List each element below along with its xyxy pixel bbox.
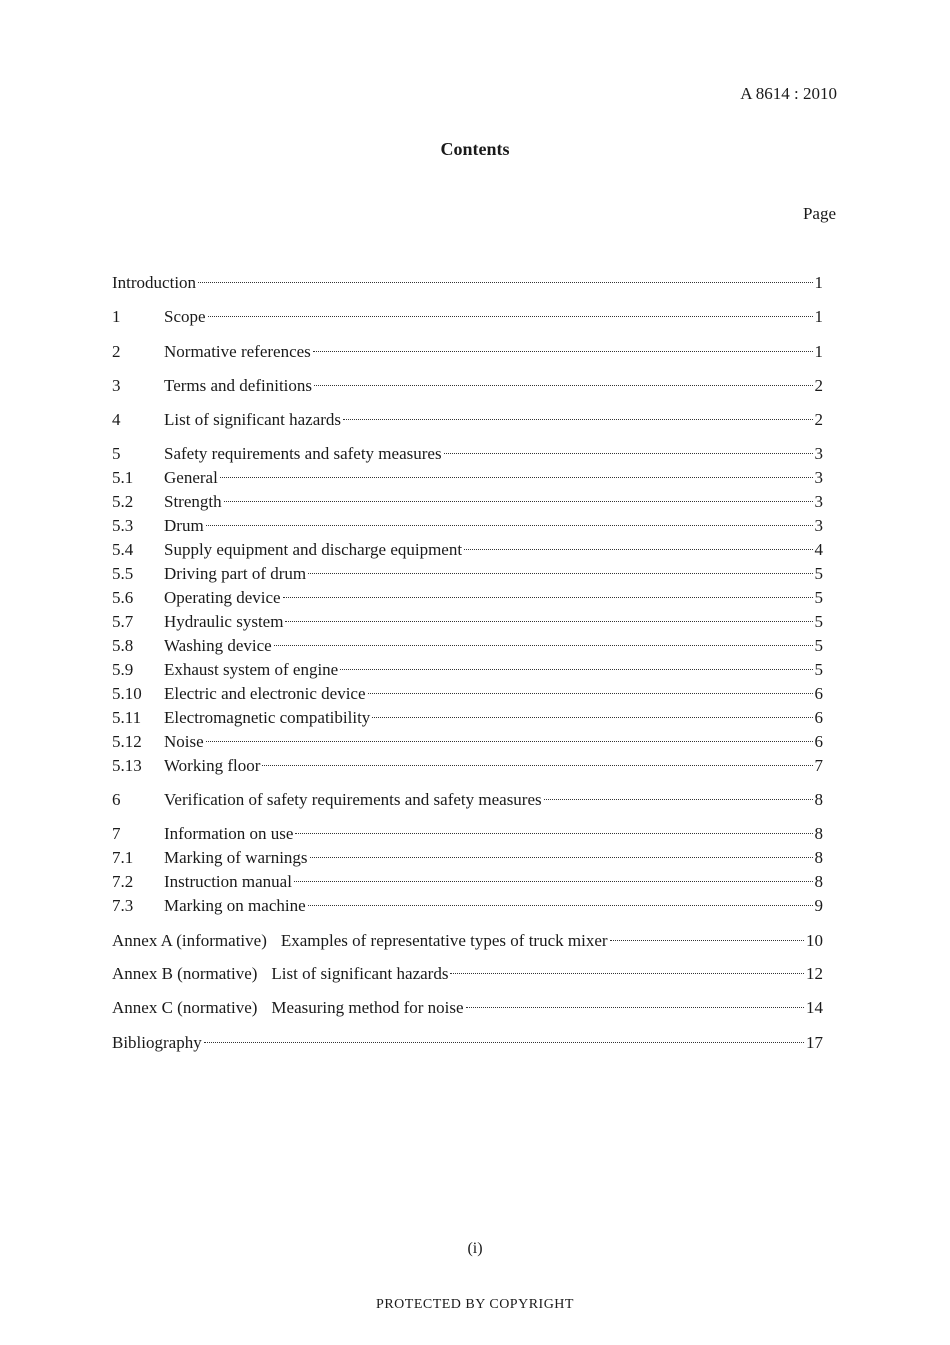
toc-entry-number: 5.8 [112, 636, 134, 655]
toc-entry-page: 1 [814, 342, 823, 361]
toc-entry-label: Normative references [164, 342, 311, 361]
toc-entry-number: 3 [112, 376, 121, 395]
toc-dot-leader [310, 841, 813, 863]
toc-dot-leader [262, 749, 812, 771]
toc-entry-number: 5.6 [112, 588, 134, 607]
toc-entry-page: 17 [806, 1033, 823, 1052]
toc-entry [112, 629, 823, 655]
toc-entry-number: 5.1 [112, 468, 134, 487]
toc-dot-leader [314, 369, 812, 391]
toc-entry-number: Annex A (informative) [112, 931, 267, 950]
toc-entry-number: 6 [112, 790, 121, 809]
toc-entry-number: 5.12 [112, 732, 142, 751]
toc-entry-page: 4 [814, 540, 823, 559]
toc-entry [112, 865, 823, 891]
toc-entry-label: List of significant hazards [271, 964, 449, 983]
toc-entry [112, 437, 823, 463]
toc-entry-page: 5 [814, 636, 823, 655]
toc-dot-leader [450, 957, 804, 979]
toc-entry [112, 701, 823, 727]
toc-entry [112, 335, 823, 361]
toc-entry-number: 4 [112, 410, 121, 429]
toc-entry-label: Washing device [164, 636, 272, 655]
toc-entry-page: 1 [814, 307, 823, 326]
document-id: A 8614 : 2010 [740, 84, 837, 103]
toc-dot-leader [372, 701, 812, 723]
toc-dot-leader [198, 266, 812, 288]
toc-entry [112, 266, 823, 292]
toc-entry-page: 3 [814, 492, 823, 511]
toc-dot-leader [343, 403, 812, 425]
toc-dot-leader [204, 1026, 804, 1048]
toc-dot-leader [206, 725, 813, 747]
toc-entry-number: Annex C (normative) [112, 998, 258, 1017]
toc-entry-label: Terms and definitions [164, 376, 313, 395]
toc-entry-page: 12 [806, 964, 823, 983]
toc-entry-page: 8 [814, 790, 823, 809]
toc-entry-page: 6 [814, 684, 823, 703]
toc-entry-number: 5.5 [112, 564, 134, 583]
toc-entry-label: General [164, 468, 218, 487]
toc-entry-label: Electromagnetic compatibility [164, 708, 371, 727]
toc-entry [112, 725, 823, 751]
toc-dot-leader [295, 817, 812, 839]
toc-entry-label: Noise [164, 732, 204, 751]
toc-entry [112, 677, 823, 703]
toc-entry-label: Exhaust system of engine [164, 660, 339, 679]
toc-entry-page: 14 [806, 998, 823, 1017]
toc-entry-page: 8 [814, 848, 823, 867]
toc-entry-number: 5.9 [112, 660, 134, 679]
toc-dot-leader [274, 629, 813, 651]
toc-entry [112, 533, 823, 559]
toc-entry-page: 3 [814, 468, 823, 487]
toc-entry-label: Driving part of drum [164, 564, 307, 583]
toc-entry-page: 8 [814, 824, 823, 843]
toc-entry-page: 8 [814, 872, 823, 891]
toc-entry [112, 817, 823, 843]
toc-entry-page: 1 [814, 273, 823, 292]
toc-entry-page: 6 [814, 732, 823, 751]
toc-entry-label: Bibliography [112, 1033, 202, 1052]
toc-entry-label: Operating device [164, 588, 281, 607]
toc-entry [112, 783, 823, 809]
toc-entry-page: 9 [814, 896, 823, 915]
toc-entry-label: Marking of warnings [164, 848, 308, 867]
toc-entry-label: Drum [164, 516, 204, 535]
toc-entry-label: Working floor [164, 756, 261, 775]
toc-dot-leader [308, 889, 813, 911]
toc-entry-label: Marking on machine [164, 896, 306, 915]
toc-dot-leader [283, 581, 813, 603]
toc-entry-number: Annex B (normative) [112, 964, 258, 983]
toc-entry [112, 1026, 823, 1052]
toc-entry-number: 7.3 [112, 896, 134, 915]
toc-entry [112, 461, 823, 487]
toc-entry-label: Strength [164, 492, 222, 511]
toc-entry-page: 5 [814, 660, 823, 679]
toc-entry [112, 841, 823, 867]
toc-entry [112, 581, 823, 607]
toc-dot-leader [224, 485, 813, 507]
toc-entry-number: 7.2 [112, 872, 134, 891]
toc-entry-number: 5.13 [112, 756, 142, 775]
toc-dot-leader [466, 991, 804, 1013]
toc-entry-number: 5.2 [112, 492, 134, 511]
toc-entry [112, 957, 823, 983]
toc-entry [112, 509, 823, 535]
toc-dot-leader [340, 653, 812, 675]
toc-entry-number: 1 [112, 307, 121, 326]
toc-dot-leader [206, 509, 813, 531]
toc-entry-label: List of significant hazards [164, 410, 342, 429]
toc-entry-number: 5.11 [112, 708, 142, 727]
toc-entry-page: 6 [814, 708, 823, 727]
toc-dot-leader [544, 783, 813, 805]
toc-entry-label: Examples of representative types of truck mixer [280, 931, 608, 950]
toc-entry-page: 2 [814, 376, 823, 395]
toc-dot-leader [368, 677, 813, 699]
toc-entry [112, 605, 823, 631]
toc-entry-page: 5 [814, 588, 823, 607]
toc-entry-number: 2 [112, 342, 121, 361]
toc-entry [112, 991, 823, 1017]
toc-entry-page: 2 [814, 410, 823, 429]
toc-entry-page: 5 [814, 612, 823, 631]
toc-entry-number: 5.7 [112, 612, 134, 631]
toc-entry [112, 924, 823, 950]
toc-entry [112, 300, 823, 326]
toc-dot-leader [610, 924, 804, 946]
toc-entry-number: 5.10 [112, 684, 142, 703]
toc-entry-page: 7 [814, 756, 823, 775]
toc-entry [112, 485, 823, 511]
toc-dot-leader [308, 557, 812, 579]
toc-dot-leader [220, 461, 813, 483]
toc-entry-number: 5.4 [112, 540, 134, 559]
page-title: Contents [440, 139, 510, 159]
toc-dot-leader [444, 437, 813, 459]
toc-entry-label: Hydraulic system [164, 612, 284, 631]
toc-entry-label: Measuring method for noise [271, 998, 464, 1017]
toc-entry-label: Verification of safety requirements and safety measures [164, 790, 542, 809]
toc-entry [112, 403, 823, 429]
toc-entry-label: Safety requirements and safety measures [164, 444, 442, 463]
page-column-heading: Page [802, 204, 836, 223]
toc-entry-page: 3 [814, 516, 823, 535]
toc-entry-page: 3 [814, 444, 823, 463]
footer-page-number: (i) [467, 1240, 483, 1257]
copyright-notice: PROTECTED BY COPYRIGHT [376, 1297, 574, 1312]
toc-dot-leader [208, 300, 813, 322]
toc-entry [112, 557, 823, 583]
toc-entry-label: Instruction manual [164, 872, 292, 891]
toc-entry-label: Electric and electronic device [164, 684, 366, 703]
toc-entry-page: 10 [806, 931, 823, 950]
toc-entry-page: 5 [814, 564, 823, 583]
toc-dot-leader [294, 865, 813, 887]
toc-entry [112, 653, 823, 679]
toc-entry-label: Information on use [164, 824, 294, 843]
toc-entry [112, 369, 823, 395]
toc-dot-leader [285, 605, 812, 627]
toc-entry [112, 889, 823, 915]
toc-entry-number: 5.3 [112, 516, 134, 535]
toc-dot-leader [464, 533, 812, 555]
toc-dot-leader [313, 335, 813, 357]
toc-entry-number: 7 [112, 824, 121, 843]
toc-entry-label: Supply equipment and discharge equipment [164, 540, 463, 559]
toc-entry [112, 749, 823, 775]
toc-entry-number: 7.1 [112, 848, 134, 867]
toc-entry-label: Scope [164, 307, 206, 326]
toc-entry-label: Introduction [112, 273, 197, 292]
toc-entry-number: 5 [112, 444, 121, 463]
